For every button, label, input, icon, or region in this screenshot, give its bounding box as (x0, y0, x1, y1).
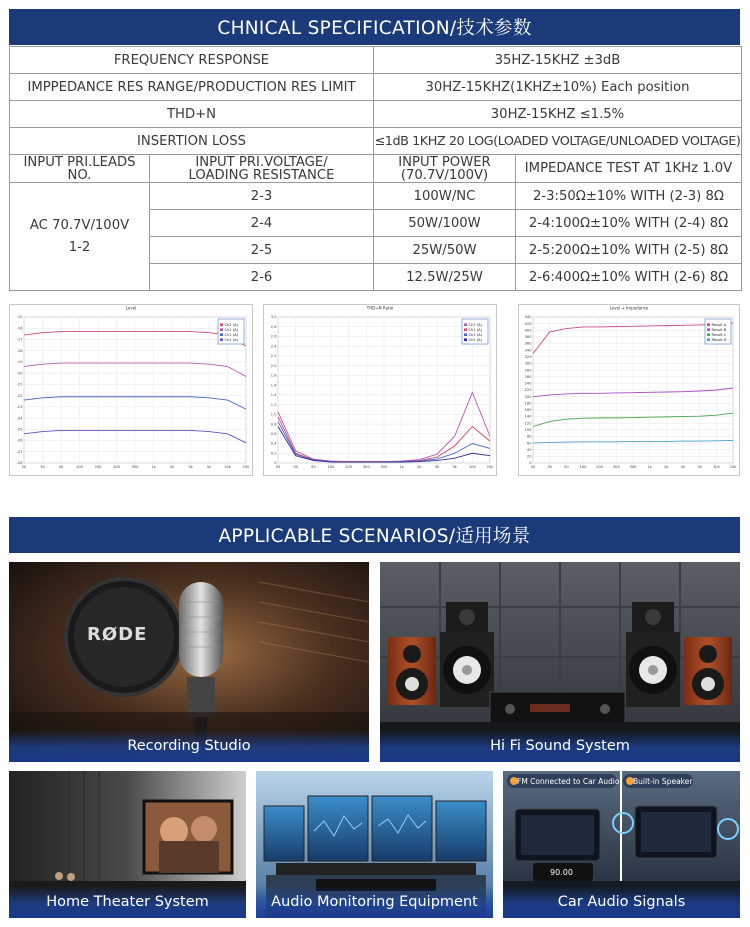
tap-power: 25W/50W (374, 237, 516, 264)
scenario-car-audio (503, 771, 740, 918)
x-tick-label: 30 (547, 465, 552, 469)
power-header-line2: (70.7V/100V) (400, 167, 489, 183)
legend-label: Result B (711, 328, 727, 332)
tap-row (10, 183, 742, 210)
power-header (374, 155, 516, 183)
y-tick-label: 0.2 (270, 451, 277, 456)
chart-title: Level (125, 305, 137, 311)
tap-impedance: 2-5:200Ω±10% WITH (2-5) 8Ω (516, 237, 742, 264)
x-tick-label: 2k (664, 465, 669, 469)
legend-swatch (707, 328, 710, 331)
y-tick-label: -21 (16, 382, 23, 387)
tap-power: 50W/100W (374, 210, 516, 237)
y-tick-label: 60 (526, 441, 532, 446)
tap-id: 2-5 (150, 237, 374, 264)
y-tick-label: 20 (526, 454, 532, 459)
thd-graph-svg (264, 305, 496, 475)
voltage-header (150, 155, 374, 183)
y-tick-label: 0 (529, 461, 532, 466)
scenario-caption: Recording Studio (9, 730, 369, 762)
legend-swatch (220, 338, 223, 341)
y-tick-label: -27 (16, 449, 23, 454)
legend-label: Ch1 (A) (224, 333, 238, 337)
spec-row (10, 47, 742, 74)
legend-label: Ch1 (A) (224, 323, 238, 327)
y-tick-label: 380 (524, 335, 532, 340)
x-tick-label: 2k (169, 465, 175, 469)
y-tick-label: -22 (16, 393, 23, 398)
y-tick-label: -28 (16, 461, 23, 466)
power-header-line1: INPUT POWER (398, 154, 491, 170)
legend-swatch (707, 338, 710, 341)
y-tick-label: -25 (16, 427, 23, 432)
y-tick-label: -20 (16, 371, 23, 376)
x-tick-label: 50 (564, 465, 569, 469)
legend-swatch (464, 338, 467, 341)
y-tick-label: 2.8 (270, 324, 277, 329)
scenario-caption: Hi Fi Sound System (380, 730, 740, 762)
x-tick-label: 300 (612, 465, 620, 469)
impedance-graph-svg (519, 305, 739, 475)
chart-title: THD+N Ratio (366, 305, 394, 311)
y-tick-label: 1.6 (270, 383, 277, 388)
y-tick-label: -19 (16, 360, 23, 365)
y-tick-label: -23 (16, 405, 23, 410)
legend-swatch (464, 323, 467, 326)
x-tick-label: 2k (417, 465, 422, 469)
x-tick-label: 3k (680, 465, 686, 469)
x-tick-label: 50 (311, 465, 316, 469)
x-tick-label: 50 (58, 465, 64, 469)
y-tick-label: 340 (524, 348, 532, 353)
legend-label: Ch1 (A) (468, 328, 482, 332)
x-tick-label: 500 (131, 465, 139, 469)
level-graph (9, 304, 253, 476)
legend-label: Result D (711, 338, 727, 342)
spec-value: 35HZ-15KHZ ±3dB (374, 47, 742, 74)
legend-label: Ch1 (A) (224, 338, 238, 342)
leads-header: INPUT PRI.LEADS NO. (10, 155, 150, 183)
chart-title: Level + Impedance (609, 305, 649, 311)
y-tick-label: 180 (524, 401, 532, 406)
mic-brand-text: RØDE (87, 624, 148, 645)
x-tick-label: 20 (21, 465, 27, 469)
x-tick-label: 500 (380, 465, 388, 469)
x-tick-label: 100 (76, 465, 83, 469)
spec-value: 30HZ-15KHZ ≤1.5% (374, 101, 742, 128)
x-tick-label: 10k (469, 465, 476, 469)
scenario-caption: Audio Monitoring Equipment (256, 886, 493, 918)
y-tick-label: 300 (524, 361, 532, 366)
y-tick-label: 2.6 (270, 334, 277, 339)
scenario-recording-studio (9, 562, 369, 762)
y-tick-label: 420 (524, 321, 532, 326)
y-tick-label: 0.6 (270, 432, 277, 436)
legend-label: Result A (711, 323, 727, 327)
spec-label: THD+N (10, 101, 374, 128)
y-tick-label: 360 (524, 341, 532, 346)
level-graph-svg (10, 305, 252, 475)
y-tick-label: -16 (16, 326, 23, 331)
x-tick-label: 3k (188, 465, 193, 469)
y-tick-label: 200 (524, 394, 532, 399)
tap-group-line1: AC 70.7V/100V (29, 217, 130, 233)
y-tick-label: 400 (524, 328, 532, 333)
legend-swatch (707, 323, 710, 326)
legend-label: Ch1 (A) (468, 333, 482, 337)
x-tick-label: 100 (579, 465, 587, 469)
scenario-caption: Home Theater System (9, 886, 246, 918)
x-tick-label: 30 (293, 465, 298, 469)
legend-label: Ch1 (A) (468, 338, 482, 342)
x-tick-label: 1k (399, 465, 404, 469)
x-tick-label: 20 (530, 465, 536, 469)
spec-label: FREQUENCY RESPONSE (10, 47, 374, 74)
spec-row (10, 128, 742, 155)
tap-impedance: 2-4:100Ω±10% WITH (2-4) 8Ω (516, 210, 742, 237)
x-tick-label: 200 (345, 465, 353, 469)
tap-group (10, 183, 150, 291)
y-tick-label: 260 (524, 374, 532, 379)
x-tick-label: 1k (151, 465, 156, 469)
thd-graph (263, 304, 497, 476)
spec-table (9, 46, 742, 291)
x-tick-label: 3k (434, 465, 440, 469)
legend-label: Result C (711, 333, 727, 337)
y-tick-label: -24 (16, 416, 23, 421)
y-tick-label: 1.4 (270, 393, 277, 398)
x-tick-label: 200 (596, 465, 604, 469)
tap-impedance: 2-3:50Ω±10% WITH (2-3) 8Ω (516, 183, 742, 210)
scenarios-section-title: APPLICABLE SCENARIOS/适用场景 (9, 517, 740, 553)
legend-label: Ch1 (A) (468, 323, 482, 327)
legend-swatch (707, 333, 710, 336)
scenario-home-theater (9, 771, 246, 918)
tap-impedance: 2-6:400Ω±10% WITH (2-6) 8Ω (516, 264, 742, 291)
x-tick-label: 300 (362, 465, 370, 469)
y-tick-label: 2.0 (270, 363, 277, 368)
x-tick-label: 5k (452, 465, 457, 469)
tap-group-line2: 1-2 (68, 239, 91, 255)
impedance-graph (518, 304, 740, 476)
y-tick-label: 440 (524, 315, 532, 320)
y-tick-label: 160 (524, 408, 532, 413)
spec-value: ≤1dB 1KHZ 20 LOG(LOADED VOLTAGE/UNLOADED VOLTAGE) (374, 128, 742, 155)
x-tick-label: 200 (94, 465, 102, 469)
y-tick-label: 280 (524, 368, 532, 373)
voltage-header-line2: LOADING RESISTANCE (188, 167, 335, 183)
x-tick-label: 5k (206, 465, 212, 469)
y-tick-label: 2.2 (270, 354, 277, 359)
x-tick-label: 500 (629, 465, 637, 469)
spec-section-title: CHNICAL SPECIFICATION/技术参数 (9, 9, 740, 45)
impedance-header: IMPEDANCE TEST AT 1KHz 1.0V (516, 155, 742, 183)
car-tag-right: Built-in Speaker (633, 777, 693, 786)
x-tick-label: 10k (713, 465, 720, 469)
y-tick-label: -15 (16, 315, 23, 320)
y-tick-label: -26 (16, 438, 23, 443)
car-tag-left: FM Connected to Car Audio (517, 777, 620, 786)
tap-id: 2-3 (150, 183, 374, 210)
y-tick-label: 220 (524, 388, 532, 393)
y-tick-label: 0 (274, 461, 277, 466)
y-tick-label: 1.0 (270, 412, 277, 417)
legend-swatch (220, 328, 223, 331)
legend-swatch (220, 333, 223, 336)
y-tick-label: 0.8 (270, 422, 277, 427)
y-tick-label: -17 (16, 337, 23, 342)
y-tick-label: 40 (526, 447, 532, 452)
y-tick-label: 1.8 (270, 373, 277, 378)
scenario-caption: Car Audio Signals (503, 886, 740, 918)
tap-id: 2-6 (150, 264, 374, 291)
x-tick-label: 20k (242, 465, 250, 469)
x-tick-label: 300 (113, 465, 120, 469)
spec-label: IMPPEDANCE RES RANGE/PRODUCTION RES LIMIT (10, 74, 374, 101)
legend-label: Ch1 (A) (224, 328, 238, 332)
y-tick-label: 140 (524, 414, 532, 419)
x-tick-label: 1k (647, 465, 652, 469)
x-tick-label: 5k (697, 465, 702, 469)
y-tick-label: 320 (524, 355, 532, 360)
y-tick-label: 240 (524, 381, 532, 386)
scenario-hifi-sound-system (380, 562, 740, 762)
legend-swatch (220, 323, 223, 326)
x-tick-label: 100 (327, 465, 335, 469)
y-tick-label: 1.2 (270, 402, 277, 407)
car-display-frequency: 90.00 (550, 868, 573, 877)
spec-row (10, 101, 742, 128)
x-tick-label: 20 (275, 465, 281, 469)
legend-swatch (464, 328, 467, 331)
tap-header-row (10, 155, 742, 183)
spec-value: 30HZ-15KHZ(1KHZ±10%) Each position (374, 74, 742, 101)
tap-id: 2-4 (150, 210, 374, 237)
y-tick-label: 0.4 (270, 441, 277, 446)
x-tick-label: 20k (729, 465, 737, 469)
y-tick-label: 3.0 (270, 315, 277, 320)
y-tick-label: 2.4 (270, 344, 277, 349)
x-tick-label: 30 (40, 465, 45, 469)
y-tick-label: 100 (524, 428, 532, 433)
x-tick-label: 10k (224, 465, 231, 469)
x-tick-label: 20k (486, 465, 494, 469)
tap-power: 100W/NC (374, 183, 516, 210)
y-tick-label: 120 (524, 421, 532, 426)
voltage-header-line1: INPUT PRI.VOLTAGE/ (195, 154, 328, 170)
legend-swatch (464, 333, 467, 336)
y-tick-label: -18 (16, 348, 23, 353)
tap-power: 12.5W/25W (374, 264, 516, 291)
spec-row (10, 74, 742, 101)
scenario-audio-monitoring (256, 771, 493, 918)
spec-label: INSERTION LOSS (10, 128, 374, 155)
y-tick-label: 80 (526, 434, 532, 439)
